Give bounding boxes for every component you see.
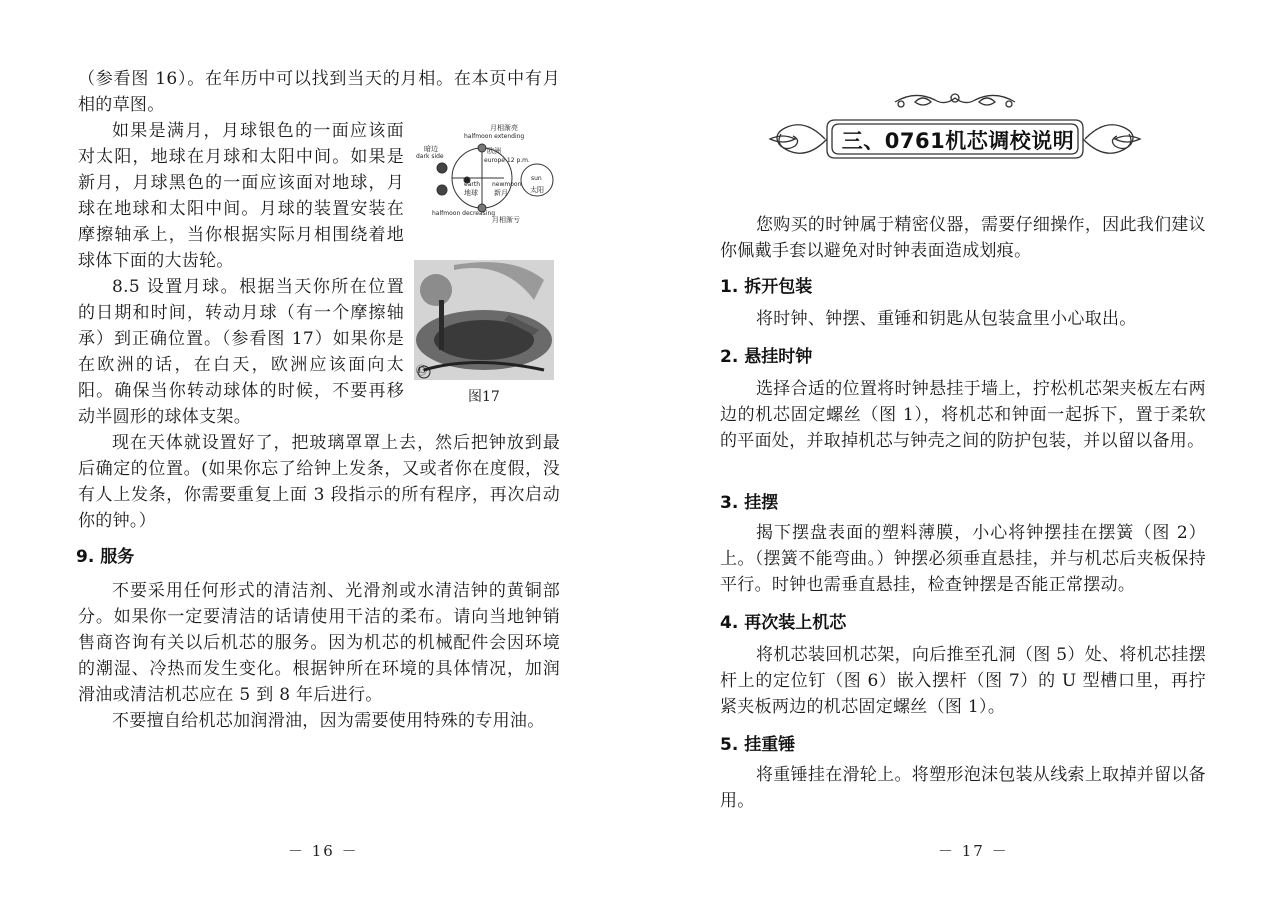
section-4-body: 将机芯装回机芯架，向后推至孔洞（图 5）处、将机芯挂摆杆上的定位钉（图 6）嵌入摆杆（图 7）的 U 型槽口里，再拧紧夹板两边的机芯固定螺丝（图 1）。 (720, 645, 1206, 717)
section-1-heading: 1. 拆开包装 (720, 277, 813, 297)
svg-text:dark side: dark side (416, 153, 444, 160)
section-2-body: 选择合适的位置将时钟悬挂于墙上，拧松机芯架夹板左右两边的机芯固定螺丝（图 1），将机芯和钟面一起拆下，置于柔软的平面处，并取掉机芯与钟壳之间的防护包装，并以留以备用。 (720, 379, 1206, 451)
moon-phase-diagram-icon (412, 118, 562, 226)
svg-text:newmoon: newmoon (492, 181, 522, 188)
svg-text:地球: 地球 (464, 189, 478, 197)
section-5-body: 将重锤挂在滑轮上。将塑形泡沫包装从线索上取掉并留以备用。 (720, 765, 1206, 811)
section-4-heading: 4. 再次装上机芯 (720, 613, 847, 633)
svg-text:europe 12 p.m.: europe 12 p.m. (484, 157, 530, 164)
svg-text:新月: 新月 (494, 189, 508, 197)
figure-17-caption: 图17 (468, 389, 500, 405)
left-paragraph-3: 8.5 设置月球。根据当天你所在位置的日期和时间，转动月球（有一个摩擦轴承）到正确位置。（参看图 17）如果你是在欧洲的话，在白天，欧洲应该面向太阳。确保当你转动球体的时候，不要再移动半圆形的球体支架。 (78, 277, 404, 427)
section-title: 三、0761机芯调校说明 (841, 129, 1075, 153)
svg-text:暗边: 暗边 (424, 145, 438, 153)
svg-text:sun: sun (531, 175, 542, 182)
svg-text:欧洲: 欧洲 (487, 147, 501, 155)
left-paragraph-2: 如果是满月，月球银色的一面应该面对太阳，地球在月球和太阳中间。如果是新月，月球黑色的一面应该面对地球，月球在地球和太阳中间。月球的装置安装在摩擦轴承上，当你根据实际月相围绕着地球体下面的大齿轮。 (78, 121, 404, 271)
left-paragraph-5: 不要采用任何形式的清洁剂、光滑剂或水清洁钟的黄铜部分。如果你一定要清洁的话请使用干洁的柔布。请向当地钟销售商咨询有关以后机芯的服务。因为机芯的机械配件会因环境的潮湿、冷热而发生变化。根据钟所在环境的具体情况，加润滑油或清洁机芯应在 5 到 8 年后进行。 (78, 581, 560, 705)
svg-text:月相渐亮: 月相渐亮 (490, 124, 518, 132)
left-page-number: － 16 － (288, 842, 359, 860)
section-3-heading: 3. 挂摆 (720, 493, 779, 513)
svg-text:月相渐亏: 月相渐亏 (492, 216, 520, 224)
figure-17-photo (414, 260, 554, 380)
left-paragraph-1: （参看图 16）。在年历中可以找到当天的月相。在本页中有月相的草图。 (78, 69, 560, 115)
section-1-body: 将时钟、钟摆、重锤和钥匙从包装盒里小心取出。 (756, 309, 1137, 329)
globe-photo-icon (414, 260, 554, 380)
figure-17-mark: ⑬ (416, 364, 427, 377)
moon-phase-sketch (412, 118, 562, 226)
svg-text:halfmoon extending: halfmoon extending (464, 133, 525, 140)
svg-text:halfmoon decreasing: halfmoon decreasing (432, 210, 496, 217)
section-2-heading: 2. 悬挂时钟 (720, 347, 813, 367)
section-5-heading: 5. 挂重锤 (720, 735, 796, 755)
left-paragraph-4: 现在天体就设置好了，把玻璃罩罩上去，然后把钟放到最后确定的位置。(如果你忘了给钟上发条，又或者你在度假，没有人上发条，你需要重复上面 3 段指示的所有程序，再次启动你的钟。） (78, 433, 560, 531)
right-page-number: － 17 － (938, 842, 1009, 860)
right-intro-paragraph: 您购买的时钟属于精密仪器，需要仔细操作，因此我们建议你佩戴手套以避免对时钟表面造成划痕。 (720, 215, 1206, 261)
section-3-body: 揭下摆盘表面的塑料薄膜，小心将钟摆挂在摆簧（图 2）上。（摆簧不能弯曲。）钟摆必须垂直悬挂，并与机芯后夹板保持平行。时钟也需垂直悬挂，检查钟摆是否能正常摆动。 (720, 523, 1206, 595)
right-page (640, 0, 1280, 900)
svg-text:太阳: 太阳 (530, 186, 544, 194)
svg-text:earth: earth (464, 181, 480, 188)
left-paragraph-6: 不要擅自给机芯加润滑油，因为需要使用特殊的专用油。 (112, 711, 545, 731)
section-9-heading: 9. 服务 (76, 547, 135, 567)
